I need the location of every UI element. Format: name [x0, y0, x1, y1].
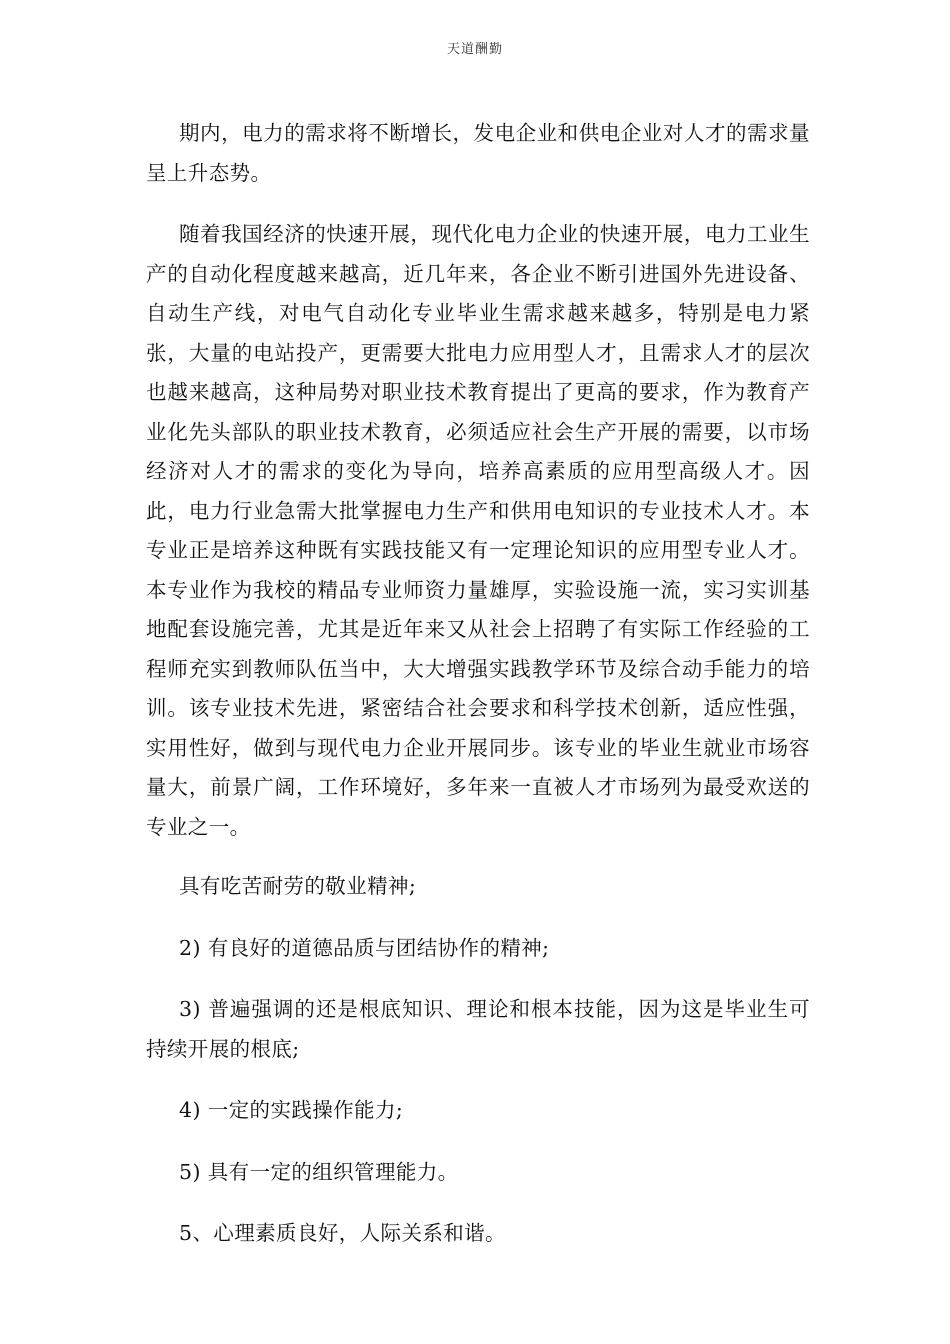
paragraph-demand-growth: 期内，电力的需求将不断增长，发电企业和供电企业对人才的需求量呈上升态势。	[146, 121, 810, 185]
list-item-dedication: 具有吃苦耐劳的敬业精神;	[179, 874, 417, 898]
list-item-psychological-quality: 5、心理素质良好，人际关系和谐。	[179, 1221, 506, 1245]
document-body	[146, 114, 810, 1276]
list-item-practice-ability: 4) 一定的实践操作能力;	[179, 1098, 404, 1122]
list-item-basic-knowledge: 3) 普遍强调的还是根底知识、理论和根本技能，因为这是毕业生可持续开展的根底;	[146, 997, 810, 1061]
paragraph-industry-development: 随着我国经济的快速开展，现代化电力企业的快速开展，电力工业生产的自动化程度越来越高，近几年来，各企业不断引进国外先进设备、自动生产线，对电气自动化专业毕业生需求越来越多，特别是电力紧张，大量的电站投产，更需要大批电力应用型人才，且需求人才的层次也越来越高，这种局势对职业技术教育提出了更高的要求，作为教育产业化先头部队的职业技术教育，必须适应社会生产开展的需要，以市场经济对人才的需求的变化为导向，培养高素质的应用型高级人才。因此，电力行业急需大批掌握电力生产和供用电知识的专业技术人才。本专业正是培养这种既有实践技能又有一定理论知识的应用型专业人才。本专业作为我校的精品专业师资力量雄厚，实验设施一流，实习实训基地配套设施完善，尤其是近年来又从社会上招聘了有实际工作经验的工程师充实到教师队伍当中，大大增强实践教学环节及综合动手能力的培训。该专业技术先进，紧密结合社会要求和科学技术创新，适应性强，实用性好，做到与现代电力企业开展同步。该专业的毕业生就业市场容量大，前景广阔，工作环境好，多年来一直被人才市场列为最受欢送的专业之一。	[146, 222, 810, 839]
list-item-moral-quality: 2) 有良好的道德品质与团结协作的精神;	[179, 935, 550, 960]
list-item-management-ability: 5) 具有一定的组织管理能力。	[179, 1159, 459, 1184]
page-header: 天道酬勤	[446, 42, 503, 57]
